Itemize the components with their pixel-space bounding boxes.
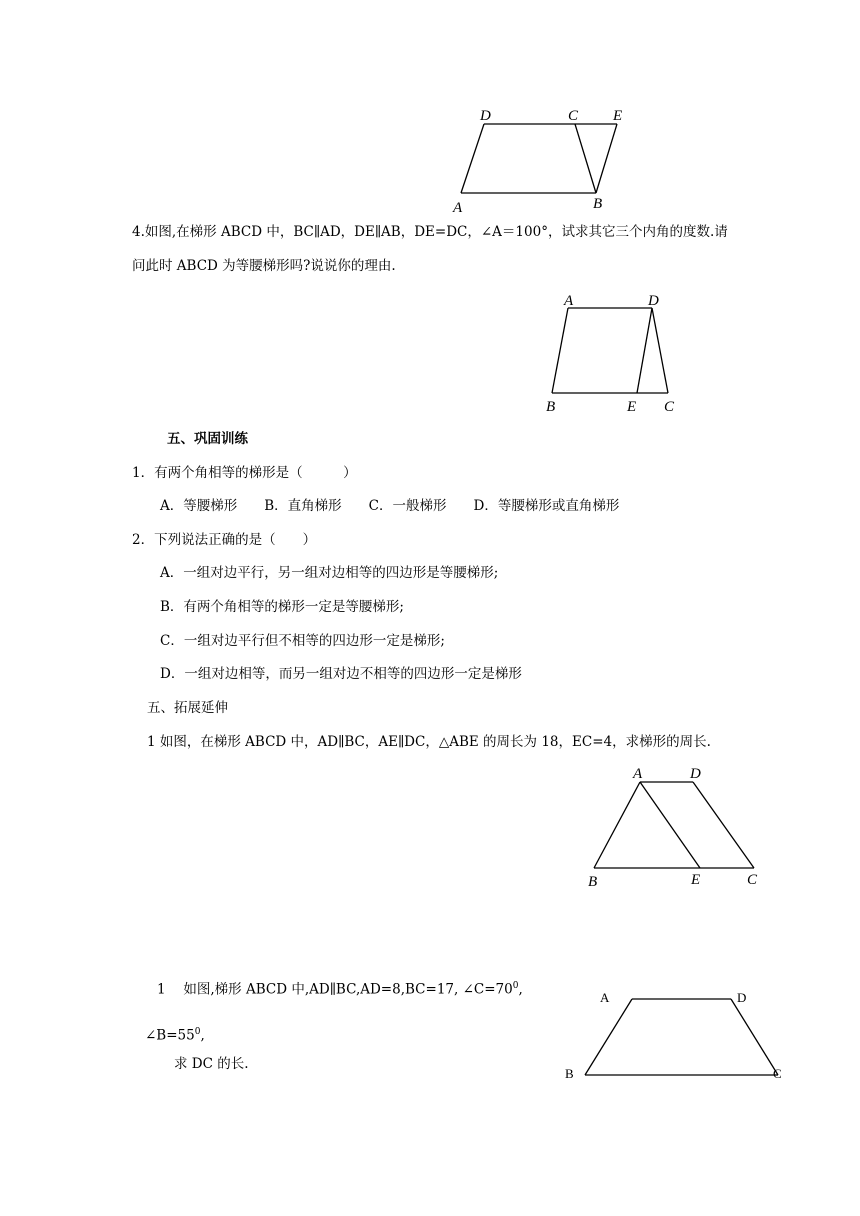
label-C: C — [773, 1066, 782, 1081]
last-problem-line-3: 求 DC 的长. — [174, 1056, 249, 1072]
question-2-option-b: B．有两个角相等的梯形一定是等腰梯形; — [160, 599, 404, 615]
label-A: A — [600, 990, 610, 1005]
segment-AB — [585, 999, 632, 1075]
last-problem-line-2: $\angle B=55^0$, — [145, 1027, 205, 1044]
label-D: D — [737, 990, 747, 1005]
label-A: A — [453, 200, 463, 216]
label-D: D — [648, 293, 659, 309]
section-extend-title: 五、拓展延伸 — [147, 700, 228, 716]
question-2-option-c: C．一组对边平行但不相等的四边形一定是梯形; — [160, 633, 445, 649]
label-C: C — [568, 108, 579, 124]
question-2-stem: 2．下列说法正确的是（ ） — [132, 532, 317, 548]
label-E: E — [613, 108, 623, 124]
problem-4-line-1: 4.如图,在梯形 ABCD 中，BC∥AD，DE∥AB，DE=DC，∠A＝100°，试求其它三个内角的度数.请 — [132, 224, 728, 240]
segment-DC — [731, 999, 778, 1075]
label-D: D — [690, 766, 701, 782]
label-E: E — [627, 399, 637, 415]
label-C: C — [664, 399, 675, 415]
label-B: B — [593, 196, 603, 212]
last-problem-line-1: 1 如图,梯形 ABCD 中,AD∥BC,AD=8,BC=17, $\angle C=70^0$, — [157, 981, 523, 998]
extend-question-1: 1 如图，在梯形 ABCD 中，AD∥BC，AE∥DC，△ABE 的周长为 18，EC=4，求梯形的周长. — [147, 734, 711, 750]
problem-4-line-2: 问此时 ABCD 为等腰梯形吗?说说你的理由. — [132, 258, 396, 274]
question-1-stem: 1．有两个角相等的梯形是（ ） — [132, 465, 357, 481]
label-A: A — [633, 766, 643, 782]
label-E: E — [691, 872, 701, 888]
label-C: C — [747, 872, 758, 888]
label-D: D — [480, 108, 491, 124]
label-A: A — [564, 293, 574, 309]
question-1-options: A．等腰梯形 B．直角梯形 C．一般梯形 D．等腰梯形或直角梯形 — [160, 498, 620, 514]
section-consolidate-title: 五、巩固训练 — [167, 431, 248, 447]
label-B: B — [588, 874, 598, 890]
question-2-option-d: D．一组对边相等，而另一组对边不相等的四边形一定是梯形 — [160, 666, 522, 682]
label-B: B — [565, 1066, 574, 1081]
question-2-option-a: A．一组对边平行，另一组对边相等的四边形是等腰梯形; — [160, 565, 499, 581]
label-B: B — [546, 399, 556, 415]
